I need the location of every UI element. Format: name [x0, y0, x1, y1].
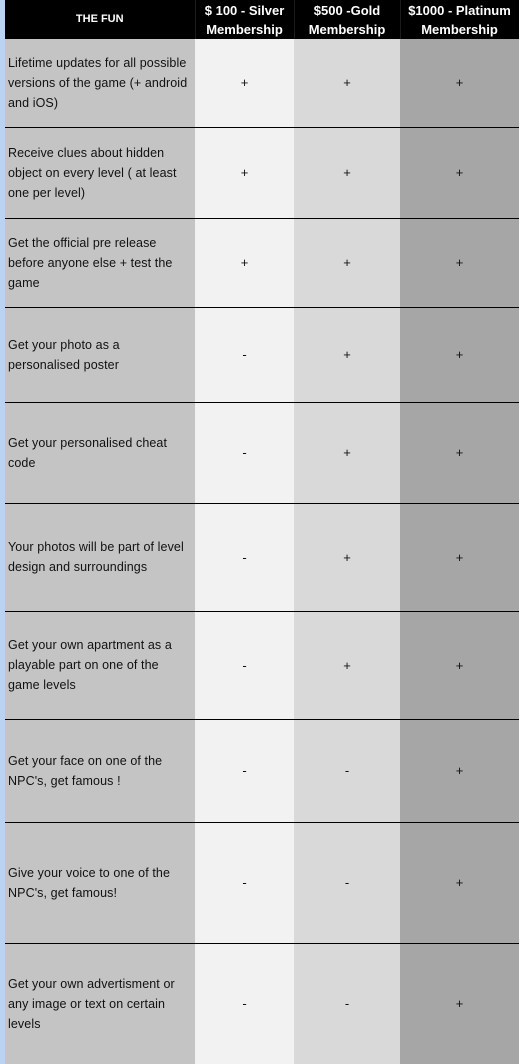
header-platinum	[400, 0, 519, 39]
feature-cell: Your photos will be part of level design and surroundings	[5, 503, 195, 611]
silver-cell	[195, 307, 294, 402]
gold-cell	[294, 307, 400, 402]
header-silver	[195, 0, 294, 39]
platinum-mark: +	[455, 347, 464, 362]
gold-cell	[294, 943, 400, 1064]
table-row	[5, 611, 519, 719]
platinum-cell	[400, 127, 519, 218]
silver-cell	[195, 503, 294, 611]
platinum-cell	[400, 611, 519, 719]
platinum-cell	[400, 943, 519, 1064]
platinum-mark: +	[455, 255, 464, 270]
gold-cell	[294, 503, 400, 611]
gold-cell	[294, 39, 400, 127]
gold-cell	[294, 127, 400, 218]
table-row	[5, 402, 519, 503]
silver-mark: -	[242, 549, 247, 565]
platinum-cell	[400, 719, 519, 822]
feature-cell: Receive clues about hidden object on every level ( at least one per level)	[5, 127, 195, 218]
table-row	[5, 307, 519, 402]
silver-cell	[195, 218, 294, 307]
silver-mark: -	[242, 763, 247, 778]
platinum-mark: +	[455, 996, 464, 1012]
table-row	[5, 127, 519, 218]
gold-mark: +	[343, 347, 351, 362]
feature-cell: Give your voice to one of the NPC's, get famous!	[5, 822, 195, 943]
table-row	[5, 39, 519, 127]
gold-mark: -	[344, 875, 350, 890]
gold-mark: +	[343, 75, 351, 91]
gold-mark: +	[343, 165, 351, 180]
silver-cell	[195, 127, 294, 218]
silver-mark: -	[242, 347, 247, 362]
feature-cell: Get your own advertisment or any image or text on certain levels	[5, 943, 195, 1064]
header-silver-membership: Membership	[206, 21, 283, 37]
gold-mark: +	[343, 657, 351, 673]
header-row	[5, 0, 519, 39]
silver-cell	[195, 943, 294, 1064]
platinum-mark: +	[455, 875, 464, 890]
header-gold-membership: Membership	[308, 21, 386, 37]
silver-cell	[195, 402, 294, 503]
header-platinum-price: $1000 - Platinum	[408, 2, 511, 18]
silver-cell	[195, 39, 294, 127]
table-row	[5, 943, 519, 1064]
table-row	[5, 719, 519, 822]
platinum-cell	[400, 822, 519, 943]
header-the-fun: THE FUN	[5, 0, 195, 39]
feature-cell: Get your own apartment as a playable part on one of the game levels	[5, 611, 195, 719]
feature-cell: Get your face on one of the NPC's, get famous !	[5, 719, 195, 822]
feature-cell: Get your personalised cheat code	[5, 402, 195, 503]
platinum-cell	[400, 503, 519, 611]
silver-mark: +	[240, 75, 249, 91]
feature-cell: Get your photo as a personalised poster	[5, 307, 195, 402]
platinum-cell	[400, 39, 519, 127]
feature-cell: Get the official pre release before anyone else + test the game	[5, 218, 195, 307]
gold-cell	[294, 611, 400, 719]
platinum-mark: +	[455, 657, 464, 673]
table-row	[5, 218, 519, 307]
platinum-cell	[400, 307, 519, 402]
membership-table	[5, 0, 519, 1064]
gold-cell	[294, 822, 400, 943]
table-row	[5, 822, 519, 943]
platinum-cell	[400, 218, 519, 307]
silver-mark: -	[242, 657, 247, 673]
gold-cell	[294, 402, 400, 503]
platinum-mark: +	[455, 445, 464, 460]
platinum-mark: +	[455, 165, 464, 180]
header-gold	[294, 0, 400, 39]
gold-mark: +	[343, 255, 351, 270]
table-row	[5, 503, 519, 611]
silver-mark: +	[240, 165, 249, 180]
gold-mark: +	[343, 445, 351, 460]
silver-mark: -	[242, 875, 247, 890]
silver-cell	[195, 611, 294, 719]
silver-cell	[195, 822, 294, 943]
platinum-mark: +	[455, 75, 464, 91]
gold-cell	[294, 218, 400, 307]
header-silver-price: $ 100 - Silver	[204, 2, 285, 18]
silver-mark: -	[242, 996, 247, 1012]
silver-mark: -	[242, 445, 247, 460]
platinum-mark: +	[455, 549, 464, 565]
platinum-cell	[400, 402, 519, 503]
gold-mark: +	[343, 549, 351, 565]
platinum-mark: +	[455, 763, 464, 778]
feature-cell: Lifetime updates for all possible versions of the game (+ android and iOS)	[5, 39, 195, 127]
silver-mark: +	[240, 255, 249, 270]
gold-cell	[294, 719, 400, 822]
gold-mark: -	[344, 763, 350, 778]
gold-mark: -	[344, 996, 350, 1012]
header-gold-price: $500 -Gold	[313, 2, 381, 18]
silver-cell	[195, 719, 294, 822]
header-platinum-membership: Membership	[421, 21, 498, 37]
